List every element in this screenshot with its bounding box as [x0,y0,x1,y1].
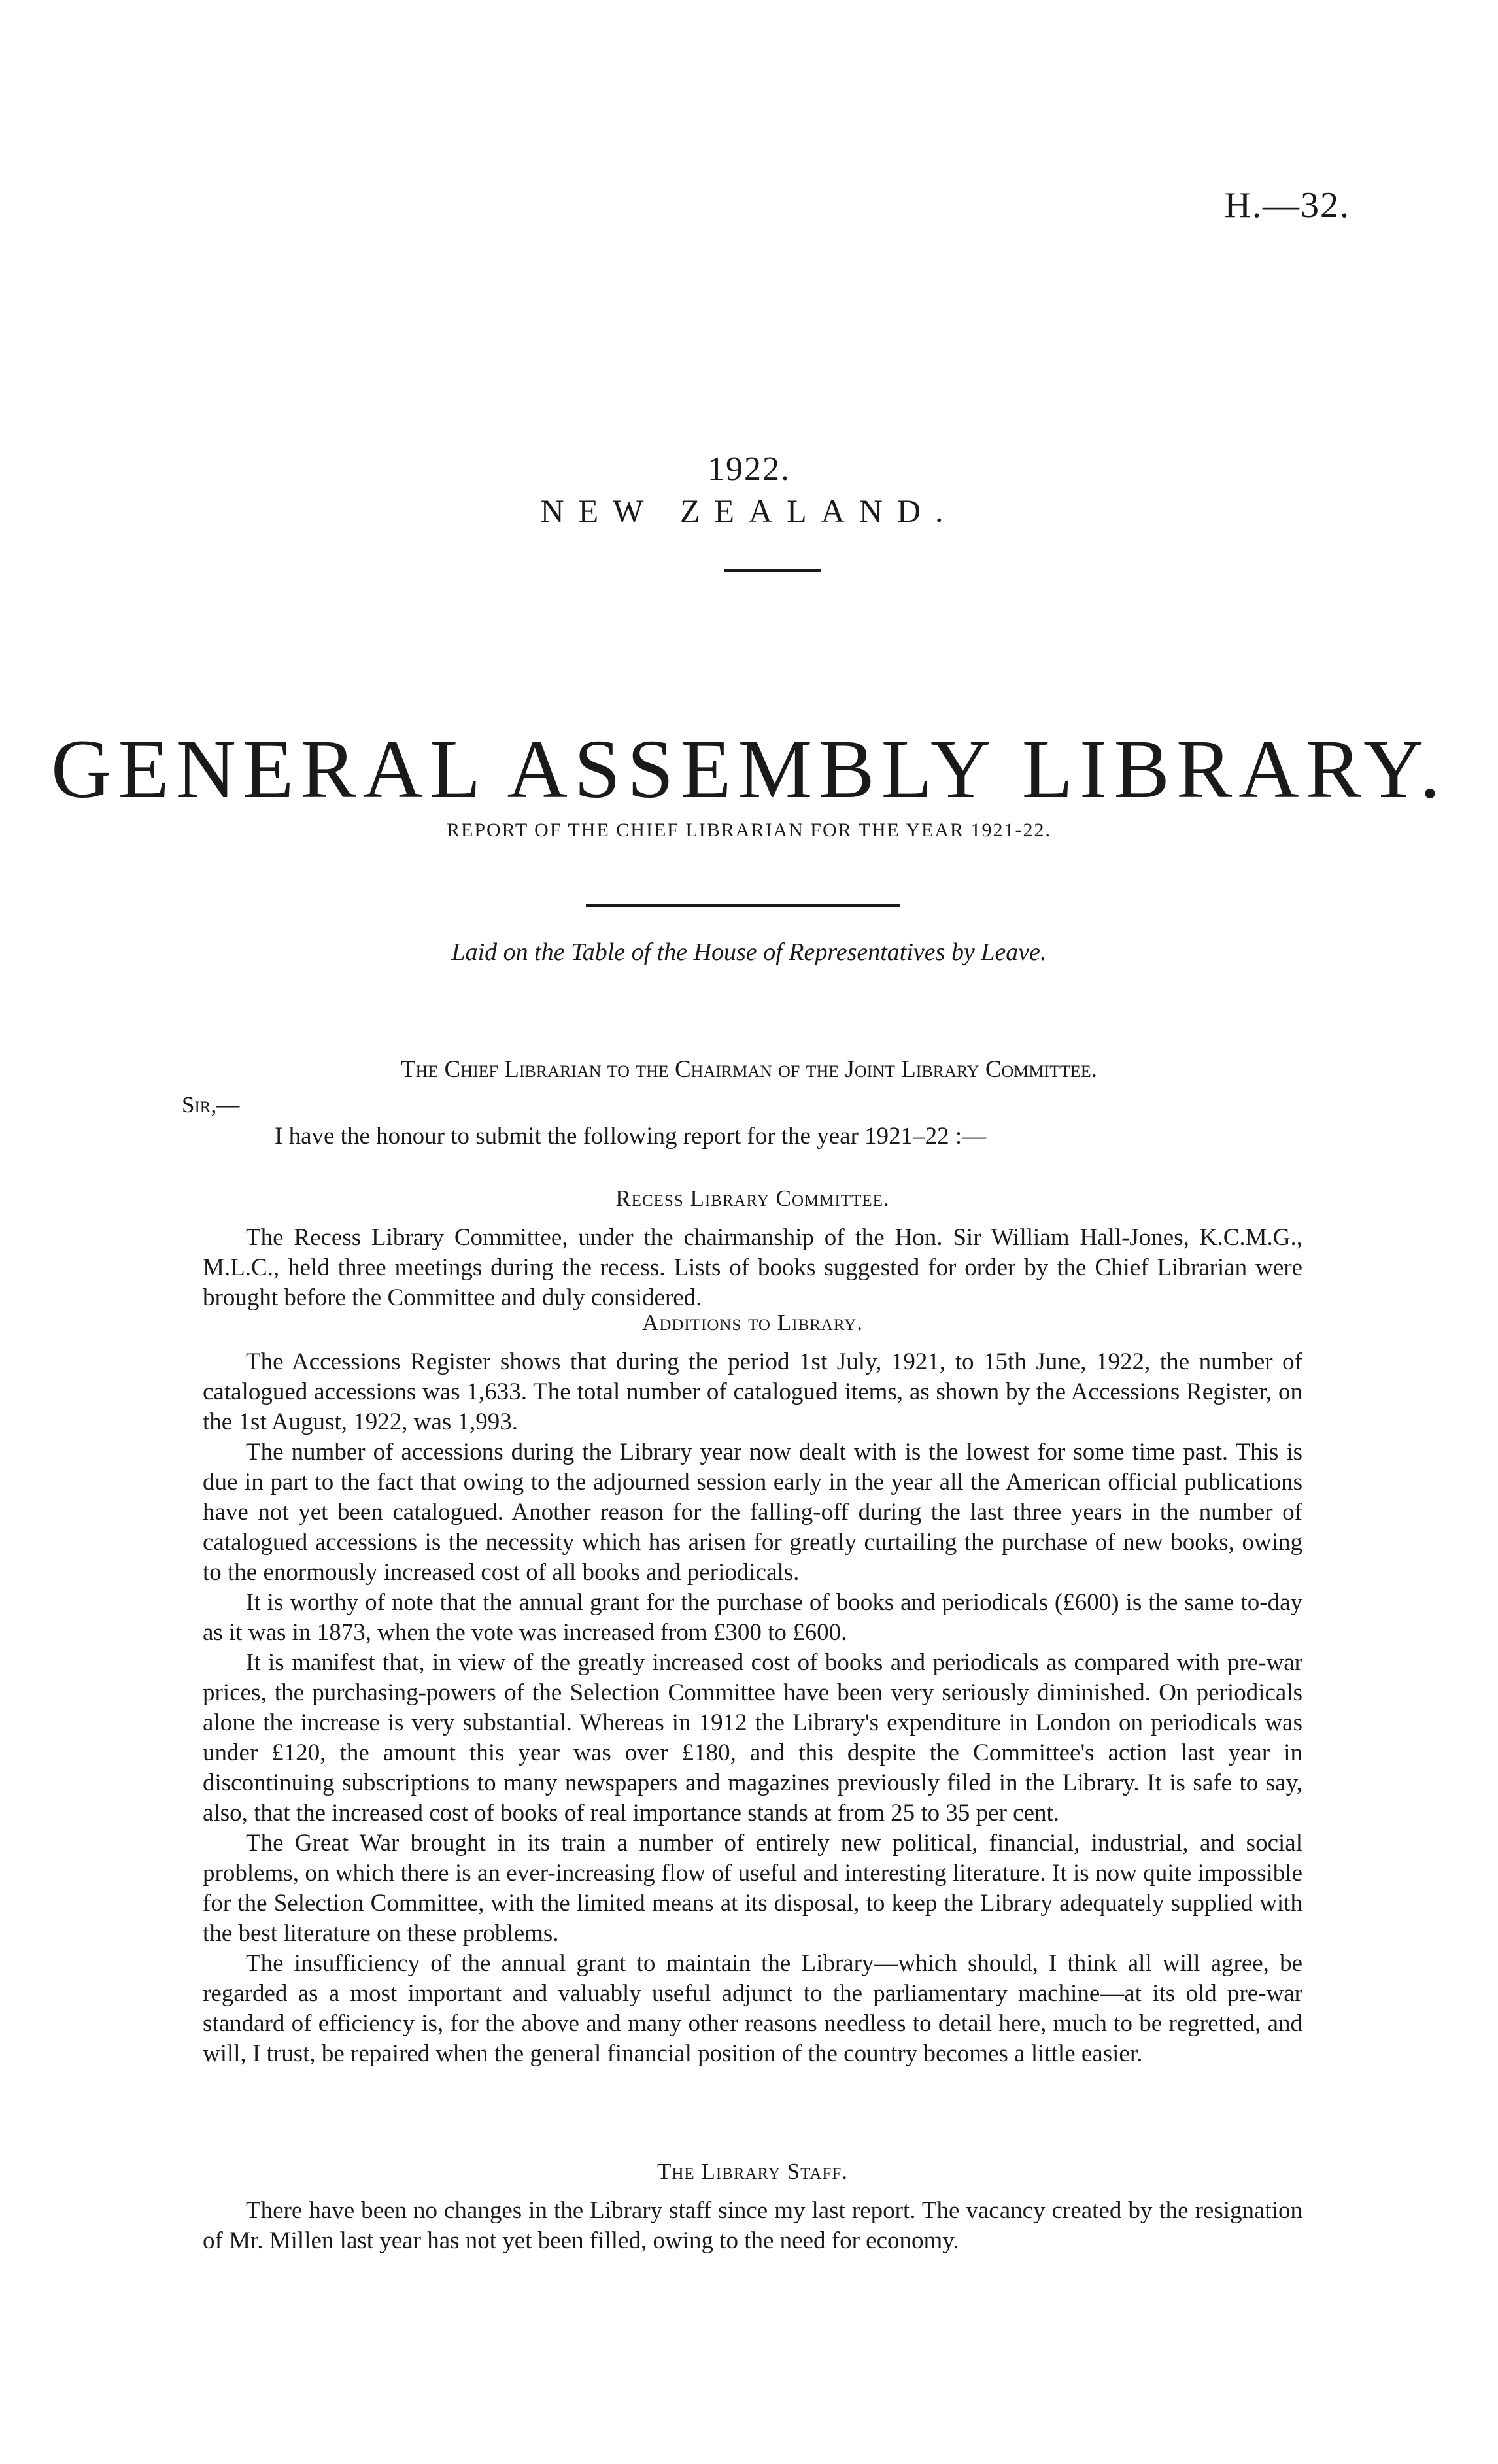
section-recess-committee [203,1184,1302,1313]
section-additions [203,1308,1302,2069]
paragraph: The number of accessions during the Library year now dealt with is the lowest for some time past. This is due in part to the fact that owing to the adjourned session early in the year all the American official publications have not yet been catalogued. Another reason for the falling-off during the last three years in the number of catalogued accessions is the necessity which has arisen for greatly curtailing the purchase of new books, owing to the enormously increased cost of all books and periodicals. [203,1439,1302,1586]
section-library-staff [203,2157,1302,2256]
divider-rule [586,904,900,907]
document-subtitle: REPORT OF THE CHIEF LIBRARIAN FOR THE YEAR 1921-22. [447,819,1051,841]
divider-rule [724,569,821,572]
salutation: Sir,— [182,1092,240,1118]
section-heading: The Library Staff. [656,2159,848,2184]
section-heading: Additions to Library. [642,1310,863,1335]
paragraph: It is manifest that, in view of the greatly increased cost of books and periodicals as compared with pre-war prices, the purchasing-powers of the Selection Committee have been very seriously diminished. On periodicals alone the increase is very substantial. Whereas in 1912 the Library's expenditure in London on periodicals was under £120, the amount this year was over £180, and this despite the Committee's action last year in discontinuing subscriptions to many newspapers and magazines previously filed in the Library. It is safe to say, also, that the increased cost of books of real importance stands at from 25 to 35 per cent. [203,1649,1302,1826]
paragraph: The Great War brought in its train a number of entirely new political, financial, industrial, and social problems, on which there is an ever-increasing flow of useful and interesting literature. It is now quite impossible for the Selection Committee, with the limited means at its disposal, to keep the Library adequately supplied with the best literature on these problems. [203,1830,1302,1947]
document-title: GENERAL ASSEMBLY LIBRARY. [51,723,1447,815]
laid-on-table-note: Laid on the Table of the House of Representatives by Leave. [451,938,1047,966]
paragraph: It is worthy of note that the annual grant for the purchase of books and periodicals (£600) is the same to-day as it was in 1873, when the vote was increased from £300 to £600. [203,1589,1302,1646]
paragraph: The Recess Library Committee, under the chairmanship of the Hon. Sir William Hall-Jones, K.C.M.G., M.L.C., held three meetings during the recess. Lists of books suggested for order by the Chief Librarian were brought before the Committee and duly considered. [203,1224,1302,1311]
letter-heading: The Chief Librarian to the Chairman of the Joint Library Committee. [401,1056,1097,1083]
report-year: 1922. [707,451,791,488]
paragraph: There have been no changes in the Library staff since my last report. The vacancy created by the resignation of Mr. Millen last year has not yet been filled, owing to the need for economy. [203,2197,1302,2254]
paragraph: The Accessions Register shows that during the period 1st July, 1921, to 15th June, 1922, the number of catalogued accessions was 1,633. The total number of catalogued items, as shown by the Accessions Register, on the 1st August, 1922, was 1,993. [203,1348,1302,1435]
page-reference: H.—32. [1224,185,1350,226]
section-heading: Recess Library Committee. [615,1186,890,1211]
paragraph: The insufficiency of the annual grant to maintain the Library—which should, I think all will agree, be regarded as a most important and valuably useful adjunct to the parliamentary machine—at its old pre-war standard of efficiency is, for the above and many other reasons needless to detail here, much to be regretted, and will, I trust, be repaired when the general financial position of the country becomes a little easier. [203,1950,1302,2067]
letter-intro: I have the honour to submit the following report for the year 1921–22 :— [275,1123,987,1150]
country-name: NEW ZEALAND. [540,492,958,529]
